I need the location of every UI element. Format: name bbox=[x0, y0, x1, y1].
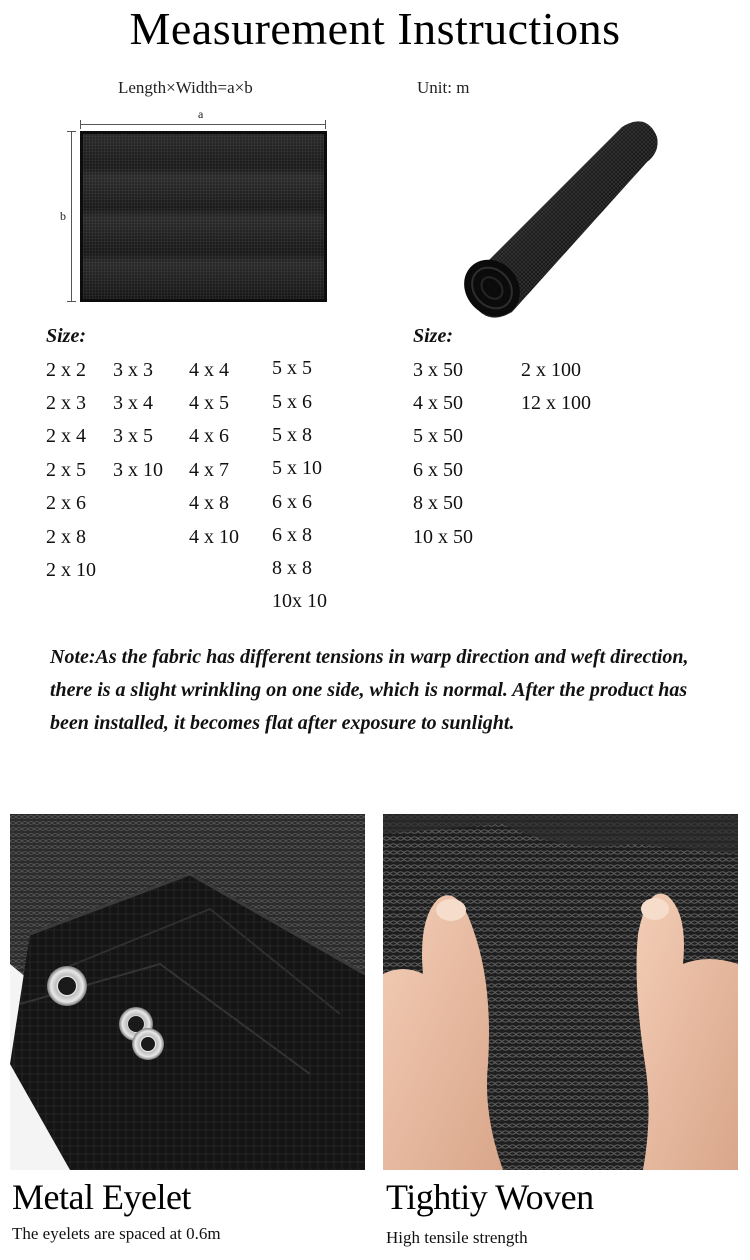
feature-title-metal-eyelet: Metal Eyelet bbox=[12, 1177, 191, 1217]
size-item: 3 x 10 bbox=[113, 459, 163, 481]
size-item: 2 x 8 bbox=[46, 526, 86, 548]
size-item: 5 x 5 bbox=[272, 357, 312, 379]
size-item: 2 x 6 bbox=[46, 492, 86, 514]
size-item: 10 x 50 bbox=[413, 526, 473, 548]
size-item: 5 x 6 bbox=[272, 391, 312, 413]
dimension-a-label: a bbox=[198, 107, 204, 121]
size-item: 8 x 8 bbox=[272, 557, 312, 579]
size-item: 6 x 6 bbox=[272, 491, 312, 513]
size-item: 4 x 4 bbox=[189, 359, 229, 381]
size-heading-right: Size: bbox=[413, 325, 453, 347]
size-item: 4 x 8 bbox=[189, 492, 229, 514]
size-item: 8 x 50 bbox=[413, 492, 463, 514]
size-item: 4 x 50 bbox=[413, 392, 463, 414]
feature-subtitle-metal-eyelet: The eyelets are spaced at 0.6m bbox=[12, 1224, 221, 1243]
dimension-formula: Length×Width=a×b bbox=[118, 78, 253, 97]
size-heading-left: Size: bbox=[46, 325, 86, 347]
feature-title-tightly-woven: Tightiy Woven bbox=[386, 1177, 594, 1217]
dimension-line-a bbox=[80, 124, 326, 125]
size-item: 3 x 50 bbox=[413, 359, 463, 381]
dimension-line-b bbox=[71, 131, 72, 302]
size-item: 5 x 10 bbox=[272, 457, 322, 479]
size-item: 2 x 4 bbox=[46, 425, 86, 447]
metal-eyelet-photo bbox=[10, 814, 365, 1170]
tightly-woven-photo bbox=[383, 814, 738, 1170]
note-text: Note:As the fabric has different tensions in warp direction and weft direction, there is a slight wrinkling on one side, which is normal. After the product has been installed, it becomes flat after exposure to sunlight. bbox=[50, 646, 689, 734]
shade-net-image bbox=[80, 131, 327, 302]
size-item: 3 x 5 bbox=[113, 425, 153, 447]
size-item: 2 x 2 bbox=[46, 359, 86, 381]
rolled-net-image bbox=[462, 112, 662, 322]
size-item: 6 x 8 bbox=[272, 524, 312, 546]
size-item: 2 x 3 bbox=[46, 392, 86, 414]
page-title: Measurement Instructions bbox=[129, 3, 621, 54]
size-item: 2 x 10 bbox=[46, 559, 96, 581]
unit-label: Unit: m bbox=[417, 78, 470, 97]
size-item: 3 x 3 bbox=[113, 359, 153, 381]
feature-subtitle-tightly-woven: High tensile strength bbox=[386, 1228, 528, 1247]
size-item: 10x 10 bbox=[272, 590, 327, 612]
size-item: 5 x 50 bbox=[413, 425, 463, 447]
size-item: 5 x 8 bbox=[272, 424, 312, 446]
size-item: 12 x 100 bbox=[521, 392, 591, 414]
size-item: 4 x 7 bbox=[189, 459, 229, 481]
size-item: 6 x 50 bbox=[413, 459, 463, 481]
size-item: 4 x 5 bbox=[189, 392, 229, 414]
size-item: 3 x 4 bbox=[113, 392, 153, 414]
dimension-b-label: b bbox=[60, 209, 66, 223]
size-item: 2 x 100 bbox=[521, 359, 581, 381]
size-item: 4 x 10 bbox=[189, 526, 239, 548]
size-item: 2 x 5 bbox=[46, 459, 86, 481]
size-item: 4 x 6 bbox=[189, 425, 229, 447]
